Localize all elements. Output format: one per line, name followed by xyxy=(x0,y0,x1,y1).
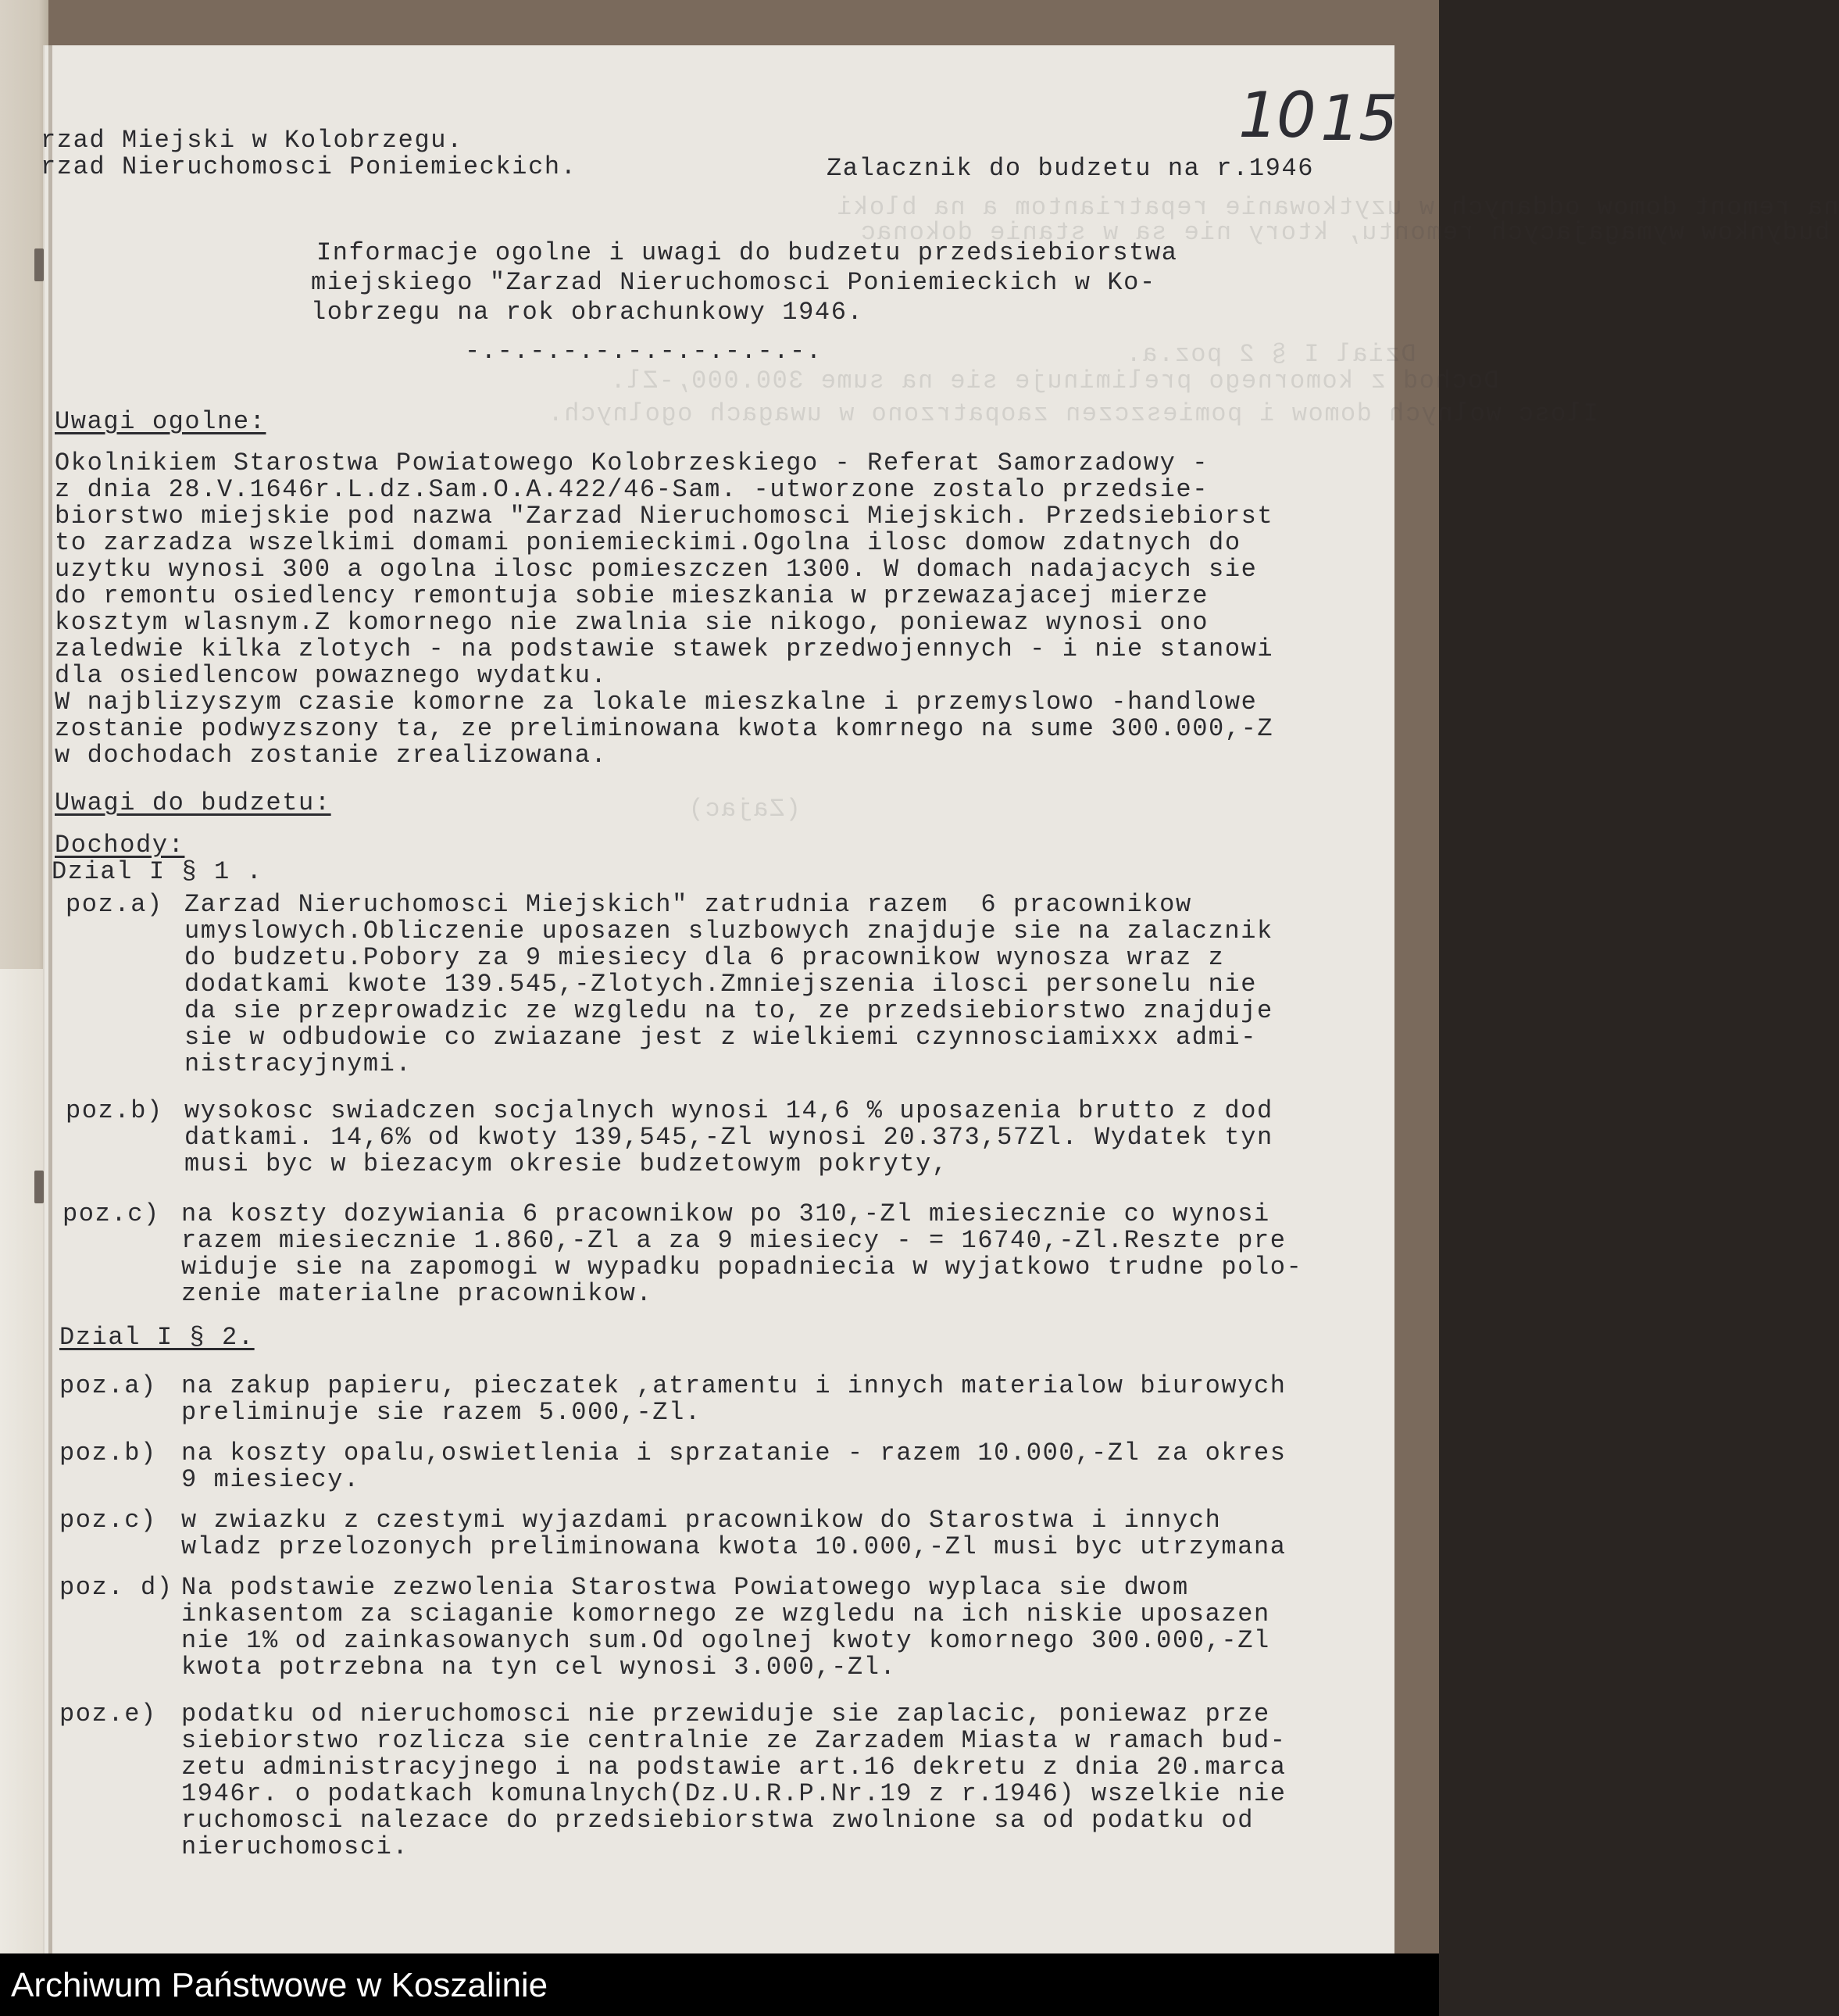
item-line: w zwiazku z czestymi wyjazdami pracownikow do Starostwa i innych xyxy=(181,1506,1222,1535)
item-line: na koszty opalu,oswietlenia i sprzatanie - razem 10.000,-Zl za okres xyxy=(181,1439,1287,1467)
item-line: Zarzad Nieruchomosci Miejskich" zatrudnia razem 6 pracownikow xyxy=(184,890,1192,919)
issuer-line: rzad Nieruchomosci Poniemieckich. xyxy=(41,152,577,181)
show-through-line: Dochod z komornego preliminuje sie na sume 300.000,-Zl. xyxy=(609,366,1499,395)
binding-hole-top xyxy=(34,248,44,281)
document-title: lobrzegu na rok obrachunkowy 1946. xyxy=(311,298,864,327)
general-remarks-line: to zarzadza wszelkimi domami poniemieckimi.Ogolna ilosc domow zdatnych do xyxy=(55,528,1241,557)
item-line: umyslowych.Obliczenie uposazen sluzbowych znajduje sie na zalacznik xyxy=(184,917,1273,945)
item-line: na zakup papieru, pieczatek ,atramentu i innych materialow biurowych xyxy=(181,1371,1287,1400)
archive-caption: Archiwum Państwowe w Koszalinie xyxy=(11,1966,548,2004)
item-line: do budzetu.Pobory za 9 miesiecy dla 6 pracownikow wynosza wraz z xyxy=(184,943,1225,972)
title-separator: -.-.-.-.-.-.-.-.-.-.-. xyxy=(465,337,823,366)
item-line: inkasentom za sciaganie komornego ze wzgledu na ich niskie uposazen xyxy=(181,1600,1270,1628)
show-through-line: budynkow wymagajacych remontu, ktory nie sa w stanie dokonac xyxy=(859,218,1830,247)
item-label: poz.b) xyxy=(59,1439,157,1467)
archive-footer-bar xyxy=(0,1953,1439,2016)
general-remarks-line: do remontu osiedlency remontuja sobie mieszkania w przewazajacej mierze xyxy=(55,581,1209,610)
show-through-line: Dzial I § 2 poz.a. xyxy=(1125,340,1416,369)
item-line: nieruchomosci. xyxy=(181,1832,409,1861)
general-remarks-line: z dnia 28.V.1646r.L.dz.Sam.O.A.422/46-Sam. -utworzone zostalo przedsie- xyxy=(55,475,1209,504)
item-line: 1946r. o podatkach komunalnych(Dz.U.R.P.Nr.19 z r.1946) wszelkie nie xyxy=(181,1779,1287,1808)
binder-backing-lower xyxy=(0,969,48,1953)
item-label: poz.a) xyxy=(59,1371,157,1400)
folio-number-old: 10 xyxy=(1238,79,1315,152)
item-line: dodatkami kwote 139.545,-Zlotych.Zmniejszenia ilosci personelu nie xyxy=(184,970,1258,999)
item-label: poz.c) xyxy=(59,1506,157,1535)
general-remarks-line: zostanie podwyzszony ta, ze preliminowana kwota komrnego na sume 300.000,-Z xyxy=(55,714,1274,743)
show-through-line: Ilosc wolnych domow i pomieszczen zaopatrzono w uwagach ogolnych. xyxy=(547,399,1598,428)
item-label: poz.c) xyxy=(62,1199,160,1228)
item-line: ruchomosci nalezace do przedsiebiorstwa zwolnione sa od podatku od xyxy=(181,1806,1255,1835)
general-remarks-line: zaledwie kilka zlotych - na podstawie stawek przedwojennych - i nie stanowi xyxy=(55,634,1274,663)
issuer-line: rzad Miejski w Kolobrzegu. xyxy=(41,126,463,155)
item-line: razem miesiecznie 1.860,-Zl a za 9 miesiecy - = 16740,-Zl.Reszte pre xyxy=(181,1226,1287,1255)
item-line: wladz przelozonych preliminowana kwota 10.000,-Zl musi byc utrzymana xyxy=(181,1532,1287,1561)
section-heading: Dzial I § 2. xyxy=(59,1323,255,1352)
item-line: da sie przeprowadzic ze wzgledu na to, ze przedsiebiorstwo znajduje xyxy=(184,996,1273,1025)
item-label: poz.b) xyxy=(66,1096,163,1125)
item-line: nistracyjnymi. xyxy=(184,1049,412,1078)
general-remarks-line: uzytku wynosi 300 a ogolna ilosc pomieszczen 1300. W domach nadajacych sie xyxy=(55,555,1258,584)
item-label: poz. d) xyxy=(59,1573,173,1602)
general-remarks-line: Okolnikiem Starostwa Powiatowego Kolobrzeskiego - Referat Samorzadowy - xyxy=(55,449,1209,477)
show-through-line: (Zajac) xyxy=(687,795,801,824)
general-remarks-heading: Uwagi ogolne: xyxy=(55,407,266,436)
general-remarks-line: biorstwo miejskie pod nazwa "Zarzad Nieruchomosci Miejskich. Przedsiebiorst xyxy=(55,502,1274,531)
item-line: na koszty dozywiania 6 pracownikow po 310,-Zl miesiecznie co wynosi xyxy=(181,1199,1270,1228)
item-line: sie w odbudowie co zwiazane jest z wielkiemi czynnosciamixxx admi- xyxy=(184,1023,1258,1052)
item-line: kwota potrzebna na tyn cel wynosi 3.000,-Zl. xyxy=(181,1653,897,1682)
item-line: zenie materialne pracownikow. xyxy=(181,1279,653,1308)
item-label: poz.a) xyxy=(66,890,163,919)
item-line: zetu administracyjnego i na podstawie art.16 dekretu z dnia 20.marca xyxy=(181,1753,1287,1782)
item-line: podatku od nieruchomosci nie przewiduje sie zaplacic, poniewaz prze xyxy=(181,1700,1270,1728)
item-line: widuje sie na zapomogi w wypadku popadniecia w wyjatkowo trudne polo- xyxy=(181,1253,1303,1281)
item-line: wysokosc swiadczen socjalnych wynosi 14,6 % uposazenia brutto z dod xyxy=(184,1096,1273,1125)
item-line: datkami. 14,6% od kwoty 139,545,-Zl wynosi 20.373,57Zl. Wydatek tyn xyxy=(184,1123,1273,1152)
document-title: Informacje ogolne i uwagi do budzetu przedsiebiorstwa xyxy=(316,238,1178,267)
binding-hole-bottom xyxy=(34,1171,44,1203)
section-heading: Dzial I § 1 . xyxy=(52,857,263,886)
item-line: Na podstawie zezwolenia Starostwa Powiatowego wyplaca sie dwom xyxy=(181,1573,1189,1602)
document-title: miejskiego "Zarzad Nieruchomosci Poniemieckich w Ko- xyxy=(311,268,1156,297)
general-remarks-line: dla osiedlencow powaznego wydatku. xyxy=(55,661,608,690)
item-line: preliminuje sie razem 5.000,-Zl. xyxy=(181,1398,702,1427)
attachment-note: Zalacznik do budzetu na r.1946 xyxy=(827,154,1315,183)
show-through-line: na remont domow oddanych w uzytkowanie repatriantom a na bloki xyxy=(836,193,1839,222)
income-heading: Dochody: xyxy=(55,831,185,860)
general-remarks-line: kosztym wlasnym.Z komornego nie zwalnia sie nikogo, poniewaz wynosi ono xyxy=(55,608,1209,637)
item-line: 9 miesiecy. xyxy=(181,1465,360,1494)
item-line: siebiorstwo rozlicza sie centralnie ze Zarzadem Miasta w ramach bud- xyxy=(181,1726,1287,1755)
item-line: nie 1% od zainkasowanych sum.Od ogolnej kwoty komornego 300.000,-Zl xyxy=(181,1626,1270,1655)
general-remarks-line: w dochodach zostanie zrealizowana. xyxy=(55,741,608,770)
general-remarks-line: W najblizyszym czasie komorne za lokale mieszkalne i przemyslowo -handlowe xyxy=(55,688,1258,717)
page-fold-edge xyxy=(48,45,52,1953)
budget-remarks-heading: Uwagi do budzetu: xyxy=(55,788,331,817)
folio-number-current: 15 xyxy=(1320,82,1397,155)
item-label: poz.e) xyxy=(59,1700,157,1728)
item-line: musi byc w biezacym okresie budzetowym pokryty, xyxy=(184,1149,948,1178)
